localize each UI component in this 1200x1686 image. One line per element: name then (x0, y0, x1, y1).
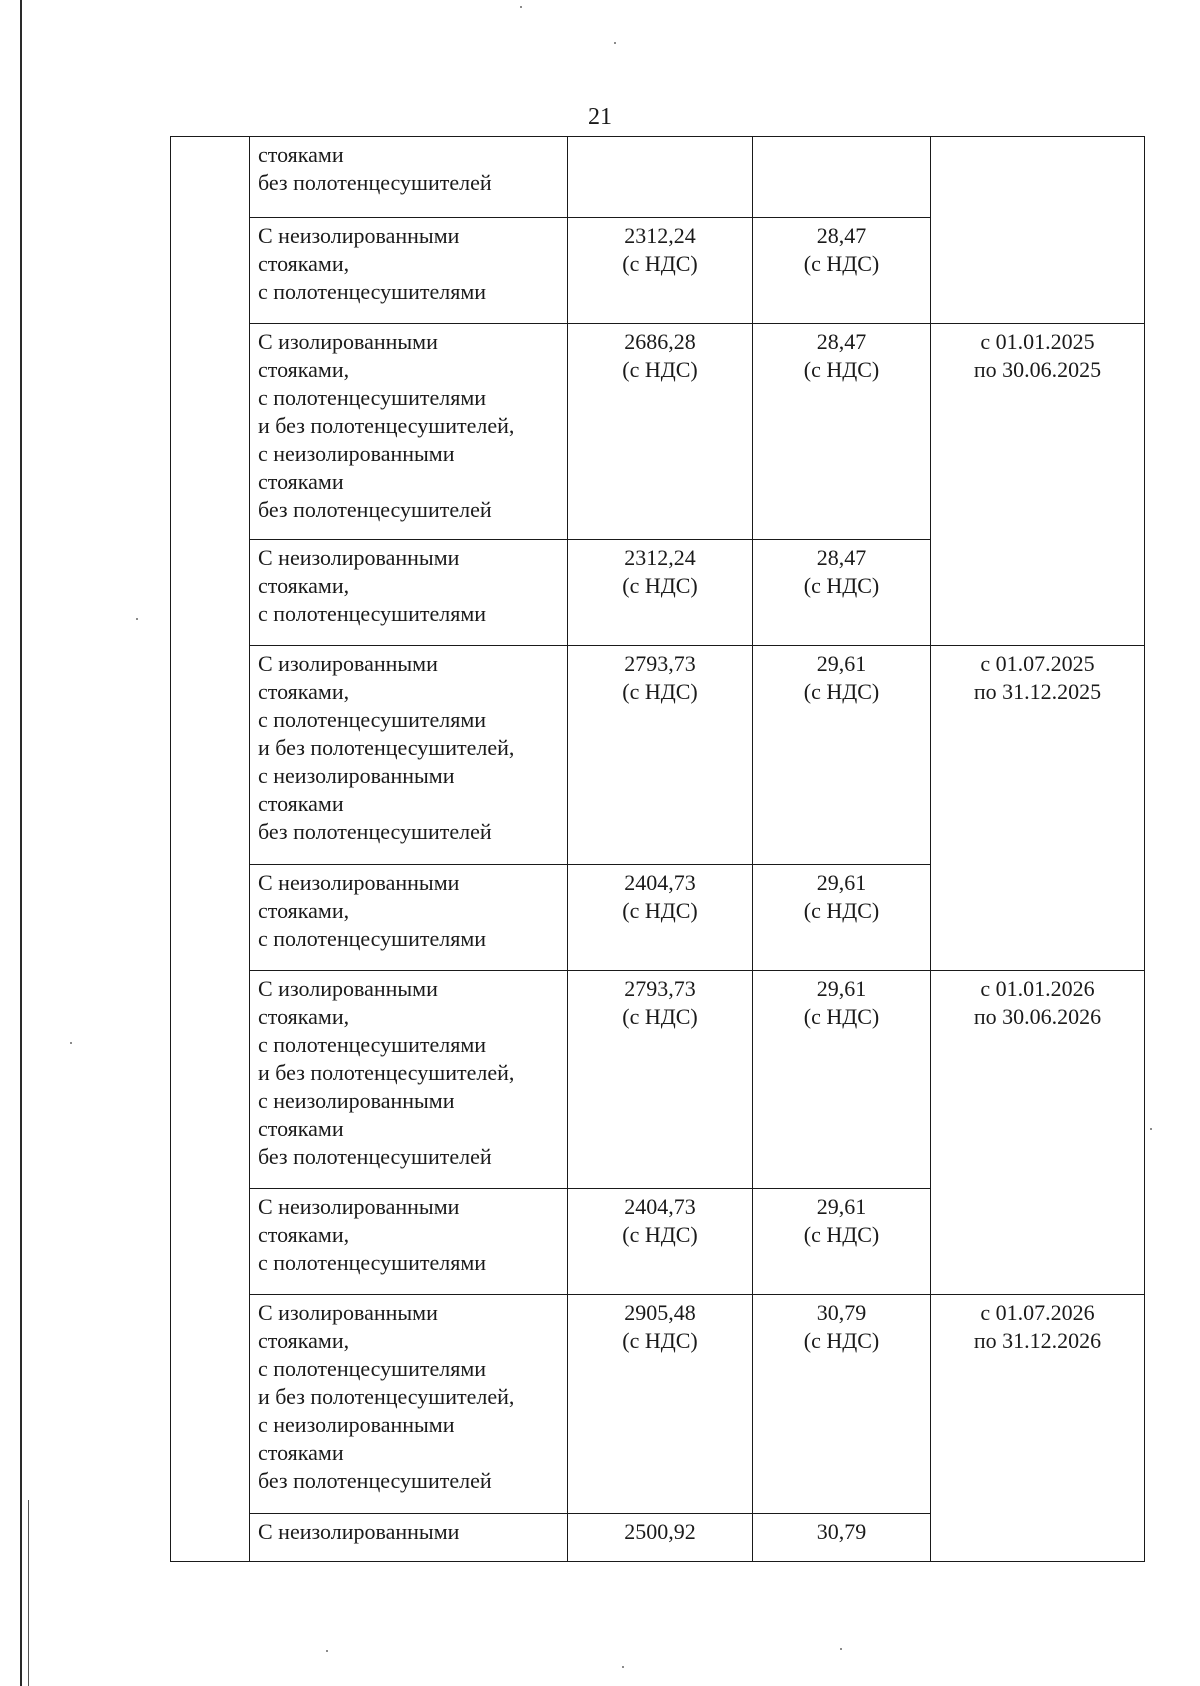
table-row (171, 971, 1145, 1189)
period-cell: с 01.01.2025 по 30.06.2025 (931, 324, 1145, 646)
price-cell: 2793,73 (с НДС) (568, 646, 753, 865)
period-cell: с 01.01.2026 по 30.06.2026 (931, 971, 1145, 1295)
tariff-table (170, 136, 1145, 1562)
price-cell: 2905,48 (с НДС) (568, 1295, 753, 1514)
rate-cell: 28,47 (с НДС) (753, 540, 931, 646)
scan-speck (520, 6, 522, 8)
price-cell (568, 137, 753, 218)
page-number: 21 (588, 104, 612, 130)
scan-speck (136, 618, 138, 620)
rate-cell (753, 137, 931, 218)
price-cell: 2404,73 (с НДС) (568, 1189, 753, 1295)
description-cell: С неизолированными стояками, с полотенцесушителями (250, 540, 568, 646)
rate-cell: 29,61 (с НДС) (753, 646, 931, 865)
table-row (171, 324, 1145, 540)
price-cell: 2404,73 (с НДС) (568, 865, 753, 971)
period-cell: с 01.07.2025 по 31.12.2025 (931, 646, 1145, 971)
description-cell: С неизолированными стояками, с полотенцесушителями (250, 218, 568, 324)
rate-cell: 29,61 (с НДС) (753, 865, 931, 971)
description-cell: С изолированными стояками, с полотенцесушителями и без полотенцесушителей, с неизолированными стояками без полотенцесушителей (250, 324, 568, 540)
rate-cell: 29,61 (с НДС) (753, 971, 931, 1189)
price-cell: 2312,24 (с НДС) (568, 540, 753, 646)
period-cell: с 01.07.2026 по 31.12.2026 (931, 1295, 1145, 1562)
scan-speck (614, 42, 616, 44)
blank-left-column (171, 137, 250, 1562)
price-cell: 2312,24 (с НДС) (568, 218, 753, 324)
rate-cell: 30,79 (753, 1514, 931, 1562)
price-cell: 2686,28 (с НДС) (568, 324, 753, 540)
scan-speck (1150, 1128, 1152, 1130)
description-cell: С неизолированными стояками, с полотенцесушителями (250, 865, 568, 971)
description-cell: С изолированными стояками, с полотенцесушителями и без полотенцесушителей, с неизолированными стояками без полотенцесушителей (250, 646, 568, 865)
description-cell: С изолированными стояками, с полотенцесушителями и без полотенцесушителей, с неизолированными стояками без полотенцесушителей (250, 1295, 568, 1514)
description-cell: стояками без полотенцесушителей (250, 137, 568, 218)
scan-speck (840, 1648, 842, 1650)
price-cell: 2793,73 (с НДС) (568, 971, 753, 1189)
rate-cell: 30,79 (с НДС) (753, 1295, 931, 1514)
rate-cell: 28,47 (с НДС) (753, 218, 931, 324)
price-cell: 2500,92 (568, 1514, 753, 1562)
scan-edge-line (20, 0, 22, 1686)
table-row (171, 1295, 1145, 1514)
scan-edge-line-secondary (28, 1500, 29, 1686)
rate-cell: 29,61 (с НДС) (753, 1189, 931, 1295)
scan-speck (326, 1650, 328, 1652)
table-row (171, 137, 1145, 218)
scan-speck (70, 1042, 72, 1044)
period-cell (931, 137, 1145, 324)
table-row (171, 646, 1145, 865)
scan-speck (622, 1666, 624, 1668)
description-cell: С изолированными стояками, с полотенцесушителями и без полотенцесушителей, с неизолированными стояками без полотенцесушителей (250, 971, 568, 1189)
rate-cell: 28,47 (с НДС) (753, 324, 931, 540)
description-cell: С неизолированными стояками, с полотенцесушителями (250, 1189, 568, 1295)
description-cell: С неизолированными (250, 1514, 568, 1562)
